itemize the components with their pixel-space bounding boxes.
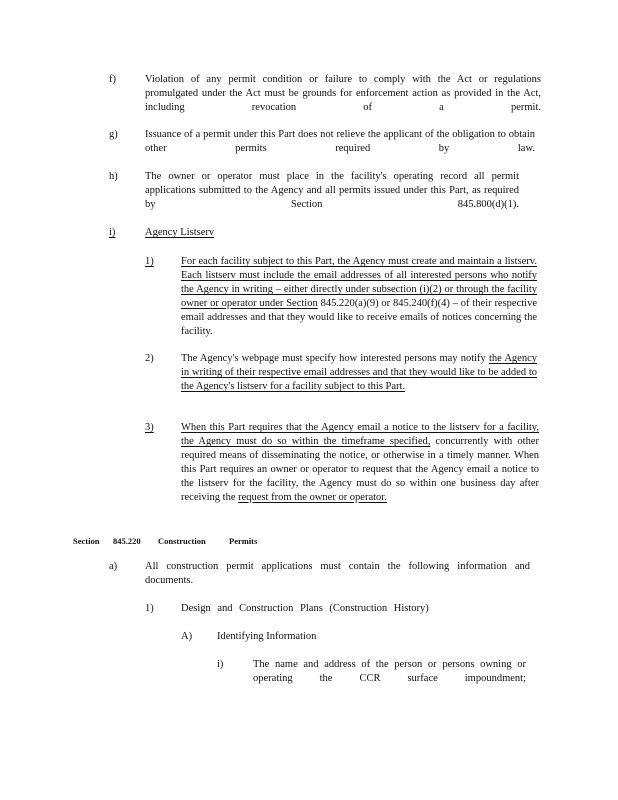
item-i3-label: 3) <box>145 422 154 433</box>
section-title: Construction <box>158 536 206 546</box>
item-i1-label: 1) <box>145 256 154 267</box>
item-i2-plain-text: The Agency's webpage must specify how interested persons may notify <box>181 353 486 364</box>
item-i-heading: Agency Listserv <box>145 227 215 238</box>
section-number: 845.220 <box>113 536 141 546</box>
item-f-text: Violation of any permit condition or failure to comply with the Act or regulations promulgated under the Act must be grounds for enforcement action as provided in the Act, including revocation of a permit. <box>145 74 541 113</box>
item-h-label: h) <box>109 171 118 182</box>
section-prefix: Section <box>73 536 100 546</box>
item-h-text: The owner or operator must place in the facility's operating record all permit applications submitted to the Agency and all permits issued under this Part, as required by Section 845.800(d)(1). <box>145 171 519 210</box>
item-i3-underlined-end: request from the owner or operator. <box>238 491 387 503</box>
sub-a1-text: Design and Construction Plans (Construction History) <box>181 603 429 614</box>
section-title-2: Permits <box>229 536 258 546</box>
item-i1-text <box>181 255 537 338</box>
sub-a-label: a) <box>109 561 118 572</box>
sub-A-text: Identifying Information <box>217 631 317 642</box>
item-g-text: Issuance of a permit under this Part does not relieve the applicant of the obligation to obtain other permits required by law. <box>145 129 535 154</box>
item-i2-underlined-text: the Agency in writing of their respective email addresses and that they would like to be added to the Agency's listserv for a facility subject to this Part. <box>181 353 537 392</box>
sub-a-text: All construction permit applications must contain the following information and documents. <box>145 561 530 586</box>
item-i3-text <box>181 421 539 504</box>
item-i1-plain-text: 845.220(a)(9) or 845.240(f)(4) – of their respective email addresses and that they would like to receive emails of notices concerning the facility. <box>181 297 537 337</box>
sub-A-label: A) <box>181 631 193 642</box>
item-f-label: f) <box>109 74 116 85</box>
item-i3-underlined-text: When this Part requires that the Agency email a notice to the listserv for a facility, the Agency must do so within the timeframe specified, <box>181 422 539 447</box>
sub-i-text: The name and address of the person or persons owning or operating the CCR surface impoundment; <box>253 659 526 684</box>
sub-i-label: i) <box>217 659 224 670</box>
item-g-label: g) <box>109 129 118 140</box>
item-i1-underlined-text: For each facility subject to this Part, the Agency must create and maintain a listserv. Each listserv must include the email addresses of all interested persons who notify the Agency in writing – either directly under subsection (i)(2) or through the facility owner or operator under Section <box>181 256 537 309</box>
item-i2-text <box>181 352 537 394</box>
item-i2-label: 2) <box>145 353 154 364</box>
item-i-label: i) <box>109 227 116 238</box>
item-i3-plain-text: concurrently with other required means of disseminating the notice, or otherwise in a timely manner. When this Part requires an owner or operator to request that the Agency email a notice to the listserv for the facility, the Agency must do so within one business day after receiving the <box>181 435 539 503</box>
sub-a1-label: 1) <box>145 603 154 614</box>
